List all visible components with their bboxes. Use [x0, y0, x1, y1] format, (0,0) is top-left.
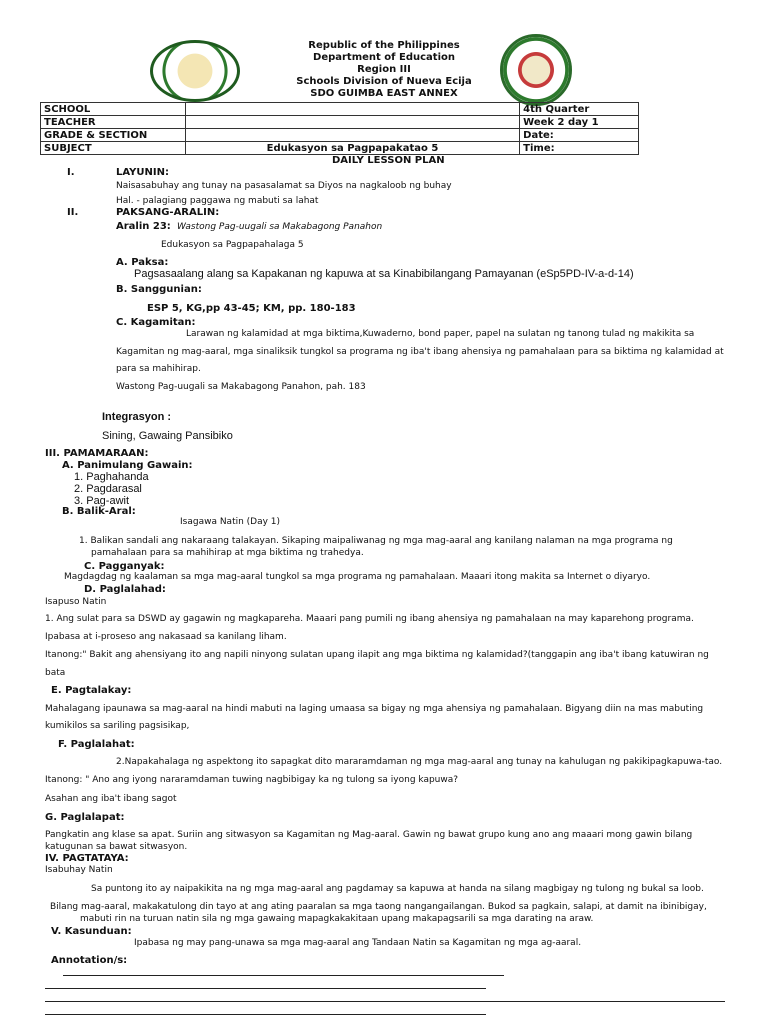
- annotation-line: [45, 1001, 725, 1002]
- objectives-title: LAYUNIN:: [116, 167, 169, 178]
- header-sdo: SDO GUIMBA EAST ANNEX: [310, 88, 458, 99]
- subject-label: SUBJECT: [41, 142, 186, 155]
- integrasyon-label: Integrasyon :: [102, 411, 172, 423]
- document-header: [0, 40, 768, 100]
- list-item: 2. Pagdarasal: [74, 483, 142, 495]
- paglalahad-text1: 1. Ang sulat para sa DSWD ay gagawin ng magkapareha. Maaari pang pumili ng ibang ahensiya ng pamahalaan na may kaparehong programa.: [45, 614, 694, 624]
- integrasyon-text: Sining, Gawaing Pansibiko: [102, 430, 233, 442]
- kagamitan-line1: Larawan ng kalamidad at mga biktima,Kuwaderno, bond paper, papel na sulatan ng tanong tulad ng makikita sa: [186, 329, 695, 339]
- pagtalakay-text1: Mahalagang ipaunawa sa mag-aaral na hindi mabuti na laging umaasa sa bigay ng mga ahensiya ng pamahalaan. Bigyang diin na mas mabuting: [45, 704, 704, 714]
- header-division: Schools Division of Nueva Ecija: [296, 76, 472, 87]
- paglalapat-text2: katugunan sa bawat sitwasyon.: [45, 842, 188, 852]
- paglalapat-label: G. Paglalapat:: [45, 812, 125, 823]
- balik-aral-item1: 1. Balikan sandali ang nakaraang talakayan. Sikaping maipaliwanag ng mga mag-aaral ang kanilang nalaman na mga programa ng: [79, 536, 673, 546]
- week-value: Week 2 day 1: [520, 116, 639, 129]
- aralin-title: Wastong Pag-uugali sa Makabagong Panahon: [177, 222, 383, 232]
- list-item: 3. Pag-awit: [74, 495, 130, 507]
- annotation-line: [63, 975, 504, 976]
- assignment-title: V. Kasunduan:: [51, 926, 132, 937]
- kagamitan-label: C. Kagamitan:: [116, 317, 196, 328]
- table-row: [41, 116, 639, 129]
- paksa-text: Pagsasaalang alang sa Kapakanan ng kapuwa at sa Kinabibilangang Pamayanan (eSp5PD-IV-a-d-14): [134, 268, 634, 280]
- subject-matter-title: PAKSANG-ARALIN:: [116, 207, 220, 218]
- evaluation-text1: Sa puntong ito ay naipakikita na ng mga mag-aaral ang pagdamay sa kapuwa at handa na silang magbigay ng tulong ng bukal sa loob.: [91, 884, 704, 894]
- subject-matter-number: II.: [67, 207, 79, 218]
- aralin-label: Aralin 23:: [116, 221, 171, 232]
- paglalapat-text1: Pangkatin ang klase sa apat. Suriin ang sitwasyon sa Kagamitan ng Mag-aaral. Gawin ng bawat grupo kung ano ang maaari mong gawin bilang: [45, 830, 693, 840]
- annotation-line: [45, 988, 486, 989]
- sanggunian-label: B. Sanggunian:: [116, 284, 202, 295]
- pagtalakay-text2: kumikilos sa sariling pagsisikap,: [45, 721, 190, 731]
- grade-value: [185, 129, 519, 142]
- objectives-line1: Naisasabuhay ang tunay na pasasalamat sa Diyos na nagkaloob ng buhay: [116, 181, 452, 191]
- annotation-line: [45, 1014, 486, 1015]
- kagamitan-line2: Kagamitan ng mag-aaral, mga sinaliksik tungkol sa programa ng iba't ibang ahensiya ng pamahalaan para sa biktima ng kalamidad at: [116, 347, 724, 357]
- header-republic: Republic of the Philippines: [308, 40, 460, 51]
- objectives-line2: Hal. - palagiang paggawa ng mabuti sa lahat: [116, 196, 319, 206]
- pagganyak-label: C. Pagganyak:: [84, 561, 165, 572]
- evaluation-title: IV. PAGTATAYA:: [45, 853, 129, 864]
- header-region: Region III: [357, 64, 411, 75]
- evaluation-text3: mabuti rin na turuan natin sila ng mga gawaing mapagkakakitaan upang makapagsarili sa mga darating na araw.: [80, 914, 594, 924]
- paglalahad-text3: Itanong:" Bakit ang ahensiyang ito ang napili ninyong sulatan upang ilapit ang mga biktima ng kalamidad?(tanggapin ang iba't ibang katuwiran ng: [45, 650, 709, 660]
- objectives-number: I.: [67, 167, 75, 178]
- school-value: [185, 103, 519, 116]
- balik-aral-sub: Isagawa Natin (Day 1): [180, 517, 281, 527]
- table-row: [41, 129, 639, 142]
- paglalahat-text3: Asahan ang iba't ibang sagot: [45, 794, 177, 804]
- paglalahad-text4: bata: [45, 668, 66, 678]
- balik-aral-label: B. Balik-Aral:: [62, 506, 136, 517]
- subject-value: Edukasyon sa Pagpapakatao 5: [185, 142, 519, 155]
- book-title: Edukasyon sa Pagpapahalaga 5: [161, 240, 304, 250]
- paglalahat-label: F. Paglalahat:: [58, 739, 135, 750]
- annotation-label: Annotation/s:: [51, 955, 128, 966]
- info-table: [40, 102, 639, 155]
- paglalahad-sub: Isapuso Natin: [45, 597, 107, 607]
- teacher-label: TEACHER: [41, 116, 186, 129]
- kagamitan-line3: para sa mahihirap.: [116, 364, 201, 374]
- time-label: Time:: [520, 142, 639, 155]
- panimulang-gawain-label: A. Panimulang Gawain:: [62, 460, 193, 471]
- paglalahad-label: D. Paglalahad:: [84, 584, 166, 595]
- pagtalakay-label: E. Pagtalakay:: [51, 685, 132, 696]
- table-row: [41, 103, 639, 116]
- table-row: [41, 142, 639, 155]
- plan-title: DAILY LESSON PLAN: [332, 155, 445, 166]
- quarter-value: 4th Quarter: [520, 103, 639, 116]
- sanggunian-text: ESP 5, KG,pp 43-45; KM, pp. 180-183: [147, 303, 356, 314]
- grade-label: GRADE & SECTION: [41, 129, 186, 142]
- pagganyak-text: Magdagdag ng kaalaman sa mga mag-aaral tungkol sa mga programa ng pamahalaan. Maaari itong makita sa Internet o diyaryo.: [64, 572, 651, 582]
- paglalahat-text2: Itanong: " Ano ang iyong nararamdaman tuwing nagbibigay ka ng tulong sa iyong kapuwa?: [45, 775, 459, 785]
- paksa-label: A. Paksa:: [116, 257, 169, 268]
- teacher-value: [185, 116, 519, 129]
- balik-aral-item1-cont: pamahalaan para sa mahihirap at mga biktima ng trahedya.: [91, 548, 364, 558]
- header-department: Department of Education: [313, 52, 455, 63]
- assignment-text: Ipabasa ng may pang-unawa sa mga mag-aaral ang Tandaan Natin sa Kagamitan ng mga ag-aaral.: [134, 938, 582, 948]
- school-label: SCHOOL: [41, 103, 186, 116]
- list-item: 1. Paghahanda: [74, 471, 149, 483]
- evaluation-text2: Bilang mag-aaral, makakatulong din tayo at ang ating paaralan sa mga taong nangangailangan. Bukod sa pagkain, salapi, at damit na ibinibigay,: [50, 902, 707, 912]
- paglalahad-text2: Ipabasa at i-proseso ang nakasaad sa kanilang liham.: [45, 632, 287, 642]
- kagamitan-line4: Wastong Pag-uugali sa Makabagong Panahon, pah. 183: [116, 382, 366, 392]
- date-label: Date:: [520, 129, 639, 142]
- evaluation-sub: Isabuhay Natin: [45, 865, 113, 875]
- paglalahat-text1: 2.Napakahalaga ng aspektong ito sapagkat dito mararamdaman ng mga mag-aaral ang tunay na kahulugan ng pakikipagkapuwa-tao.: [116, 757, 723, 767]
- procedure-title: III. PAMAMARAAN:: [45, 448, 149, 459]
